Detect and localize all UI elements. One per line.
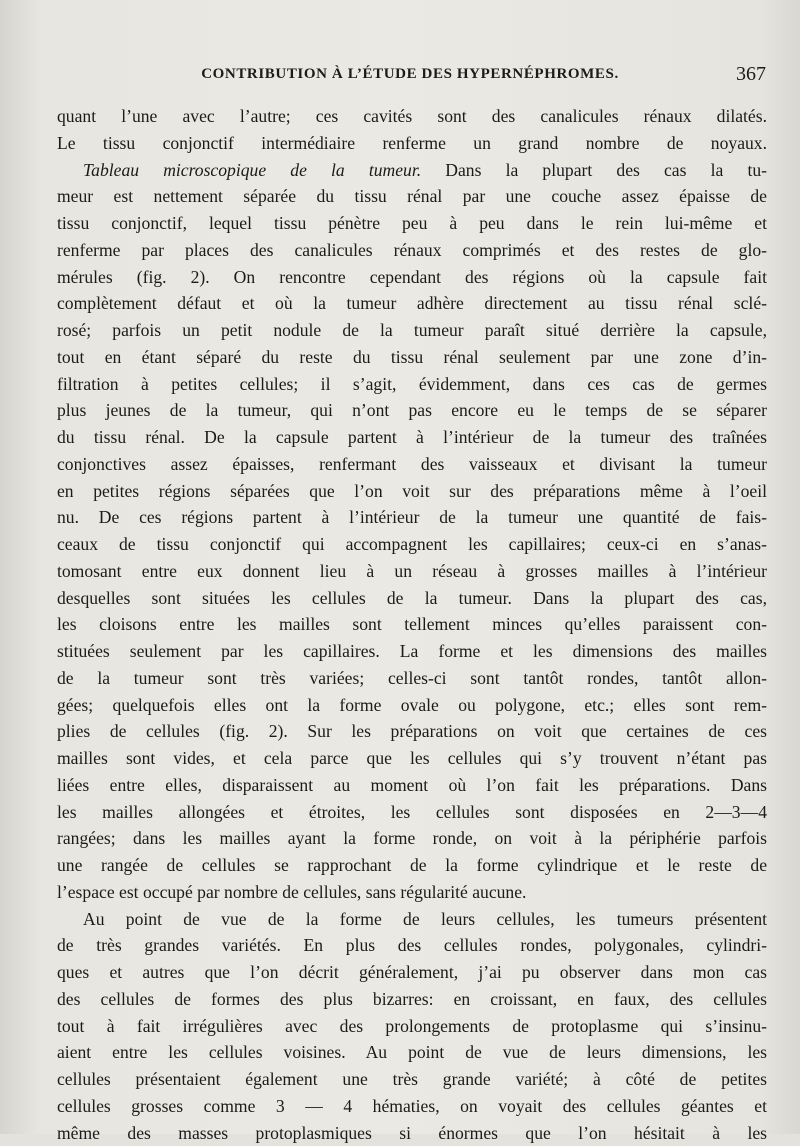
text-line: conjonctives assez épaisses, renfermant des vaisseaux et divisant la tumeur <box>57 451 767 478</box>
text-line-rest: Dans la plupart des cas la tu- <box>421 160 767 180</box>
text-line: Le tissu conjonctif intermédiaire renferme un grand nombre de noyaux. <box>57 130 767 157</box>
text-line: nu. De ces régions partent à l’intérieur de la tumeur une quantité de fais- <box>57 504 767 531</box>
text-line: du tissu rénal. De la capsule partent à l’intérieur de la tumeur des traînées <box>57 424 767 451</box>
text-line: les mailles allongées et étroites, les cellules sont disposées en 2—3—4 <box>57 799 767 826</box>
text-line: Au point de vue de la forme de leurs cellules, les tumeurs présentent <box>57 906 767 933</box>
text-line: plies de cellules (fig. 2). Sur les préparations on voit que certaines de ces <box>57 718 767 745</box>
running-title: CONTRIBUTION À L’ÉTUDE DES HYPERNÉPHROMES. <box>60 62 760 86</box>
text-line: de très grandes variétés. En plus des cellules rondes, polygonales, cylindri- <box>57 932 767 959</box>
text-line: complètement défaut et où la tumeur adhère directement au tissu rénal sclé- <box>57 290 767 317</box>
text-line <box>57 157 767 184</box>
text-line: tout à fait irrégulières avec des prolongements de protoplasme qui s’insinu- <box>57 1013 767 1040</box>
text-line: tomosant entre eux donnent lieu à un réseau à grosses mailles à l’intérieur <box>57 558 767 585</box>
text-line: ceaux de tissu conjonctif qui accompagnent les capillaires; ceux-ci en s’anas- <box>57 531 767 558</box>
text-line: ques et autres que l’on décrit généralement, j’ai pu observer dans mon cas <box>57 959 767 986</box>
text-line: rangées; dans les mailles ayant la forme ronde, on voit à la périphérie parfois <box>57 825 767 852</box>
body-text <box>57 103 767 1146</box>
text-line: les cloisons entre les mailles sont tellement minces qu’elles paraissent con- <box>57 611 767 638</box>
page-number: 367 <box>736 62 766 86</box>
text-line: desquelles sont situées les cellules de la tumeur. Dans la plupart des cas, <box>57 585 767 612</box>
text-line: cellules présentaient également une très grande variété; à côté de petites <box>57 1066 767 1093</box>
text-line: mérules (fig. 2). On rencontre cependant des régions où la capsule fait <box>57 264 767 291</box>
text-line: liées entre elles, disparaissent au moment où l’on fait les préparations. Dans <box>57 772 767 799</box>
text-line: de la tumeur sont très variées; celles-ci sont tantôt rondes, tantôt allon- <box>57 665 767 692</box>
text-line: même des masses protoplasmiques si énormes que l’on hésitait à les <box>57 1120 767 1146</box>
text-line: stituées seulement par les capillaires. La forme et les dimensions des mailles <box>57 638 767 665</box>
text-line: quant l’une avec l’autre; ces cavités sont des canalicules rénaux dilatés. <box>57 103 767 130</box>
text-line: plus jeunes de la tumeur, qui n’ont pas encore eu le temps de se séparer <box>57 397 767 424</box>
text-line: cellules grosses comme 3 — 4 hématies, on voyait des cellules géantes et <box>57 1093 767 1120</box>
running-head <box>60 62 760 86</box>
text-line: tissu conjonctif, lequel tissu pénètre peu à peu dans le rein lui-même et <box>57 210 767 237</box>
text-line: aient entre les cellules voisines. Au point de vue de leurs dimensions, les <box>57 1039 767 1066</box>
text-line: mailles sont vides, et cela parce que les cellules qui s’y trouvent n’étant pas <box>57 745 767 772</box>
text-line: filtration à petites cellules; il s’agit, évidemment, dans ces cas de germes <box>57 371 767 398</box>
text-line: tout en étant séparé du reste du tissu rénal seulement par une zone d’in- <box>57 344 767 371</box>
text-line: une rangée de cellules se rapprochant de la forme cylindrique et le reste de <box>57 852 767 879</box>
text-line: en petites régions séparées que l’on voit sur des préparations même à l’oeil <box>57 478 767 505</box>
text-line: gées; quelquefois elles ont la forme ovale ou polygone, etc.; elles sont rem- <box>57 692 767 719</box>
text-line: renferme par places des canalicules rénaux comprimés et des restes de glo- <box>57 237 767 264</box>
text-line: des cellules de formes des plus bizarres: en croissant, en faux, des cellules <box>57 986 767 1013</box>
text-line: l’espace est occupé par nombre de cellules, sans régularité aucune. <box>57 879 767 906</box>
text-line: rosé; parfois un petit nodule de la tumeur paraît situé derrière la capsule, <box>57 317 767 344</box>
section-heading-italic: Tableau microscopique de la tumeur. <box>83 160 421 180</box>
text-line: meur est nettement séparée du tissu rénal par une couche assez épaisse de <box>57 183 767 210</box>
